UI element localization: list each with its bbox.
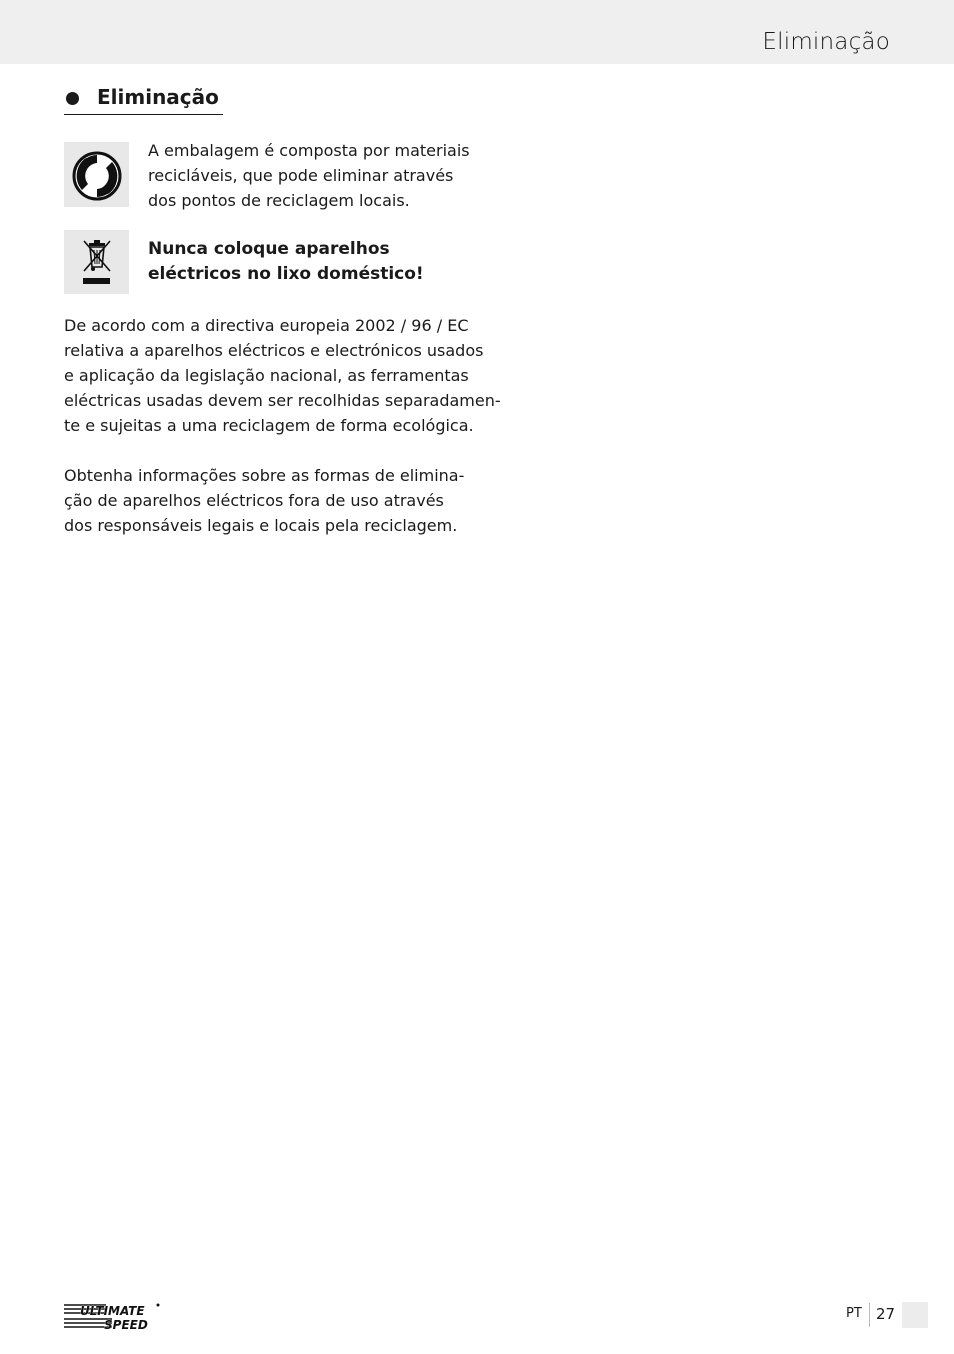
footer-box (902, 1302, 928, 1328)
directive-line: relativa a aparelhos eléctricos e electrónicos usados (64, 341, 484, 360)
packaging-text (148, 138, 470, 213)
page-number: 27 (876, 1305, 896, 1323)
logo-word-top: ULTIMATE (80, 1304, 145, 1318)
warning-line: eléctricos no lixo doméstico! (148, 264, 424, 284)
directive-line: De acordo com a directiva europeia 2002 / 96 / EC (64, 316, 469, 335)
info-line: ção de aparelhos eléctricos fora de uso através (64, 491, 444, 510)
directive-line: te e sujeitas a uma reciclagem de forma ecológica. (64, 416, 474, 435)
warning-text (148, 237, 424, 287)
warning-line: Nunca coloque aparelhos (148, 239, 390, 259)
info-line: dos responsáveis legais e locais pela reciclagem. (64, 516, 458, 535)
language-code: PT (846, 1306, 862, 1321)
header-band (0, 0, 954, 64)
footer-divider (869, 1303, 870, 1327)
packaging-line: A embalagem é composta por materiais (148, 141, 470, 160)
section-heading-text: Eliminação (97, 85, 219, 109)
packaging-line: recicláveis, que pode eliminar através (148, 166, 454, 185)
directive-line: e aplicação da legislação nacional, as ferramentas (64, 366, 469, 385)
logo-word-bottom: SPEED (104, 1318, 148, 1331)
directive-paragraph (64, 313, 501, 438)
page-title: Eliminação (762, 29, 890, 55)
info-line: Obtenha informações sobre as formas de elimina- (64, 466, 465, 485)
crossed-out-wheelie-bin-icon (64, 230, 129, 294)
info-paragraph (64, 463, 464, 538)
section-heading (64, 84, 223, 115)
packaging-line: dos pontos de reciclagem locais. (148, 191, 410, 210)
brand-logo (64, 1301, 162, 1335)
green-dot-recycling-icon (64, 142, 129, 207)
bullet-icon (66, 92, 79, 105)
directive-line: eléctricas usadas devem ser recolhidas separadamen- (64, 391, 501, 410)
